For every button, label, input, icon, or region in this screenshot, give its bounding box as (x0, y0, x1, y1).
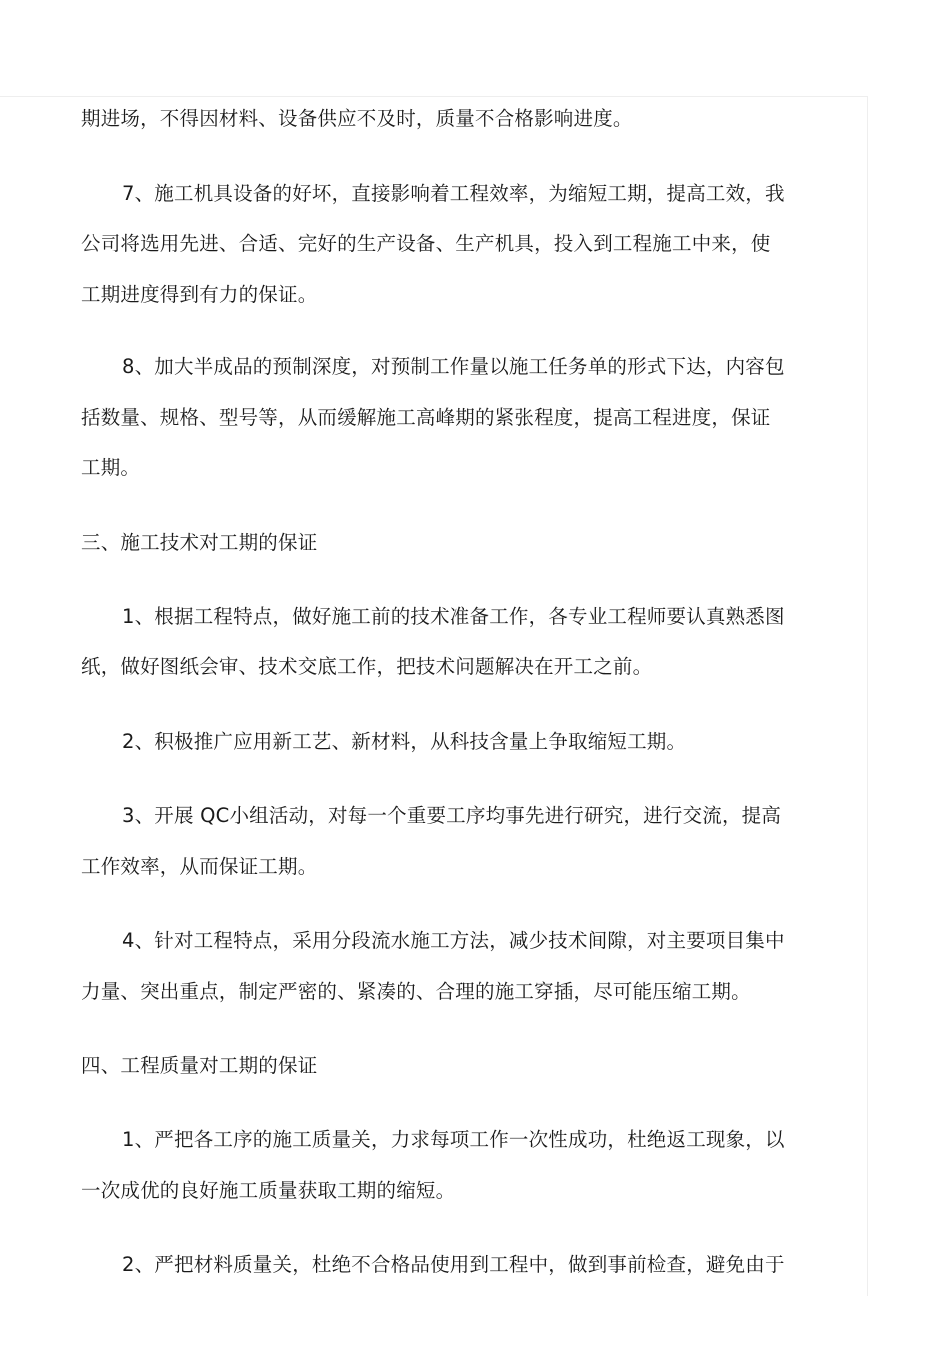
paragraph-line: 1、严把各工序的施工质量关，力求每项工作一次性成功，杜绝返工现象，以 (122, 1128, 785, 1151)
paragraph-line: 期进场，不得因材料、设备供应不及时，质量不合格影响进度。 (81, 107, 633, 130)
paragraph-line: 力量、突出重点，制定严密的、紧凑的、合理的施工穿插，尽可能压缩工期。 (81, 980, 751, 1003)
paragraph-line: 一次成优的良好施工质量获取工期的缩短。 (81, 1179, 456, 1202)
paragraph-line: 工期。 (81, 456, 141, 479)
paragraph-line: 工作效率，从而保证工期。 (81, 855, 318, 878)
section-heading: 三、施工技术对工期的保证 (81, 531, 318, 554)
paragraph-line: 公司将选用先进、合适、完好的生产设备、生产机具，投入到工程施工中来，使 (81, 232, 771, 255)
paragraph-line: 2、严把材料质量关，杜绝不合格品使用到工程中，做到事前检查，避免由于 (122, 1253, 785, 1276)
paragraph-line: 工期进度得到有力的保证。 (81, 283, 318, 306)
section-heading: 四、工程质量对工期的保证 (81, 1054, 318, 1077)
paragraph-line: 3、开展 QC小组活动，对每一个重要工序均事先进行研究，进行交流，提高 (122, 804, 782, 827)
paragraph-line: 8、加大半成品的预制深度，对预制工作量以施工任务单的形式下达，内容包 (122, 355, 785, 378)
paragraph-line: 1、根据工程特点，做好施工前的技术准备工作，各专业工程师要认真熟悉图 (122, 605, 785, 628)
paragraph-line: 7、施工机具设备的好坏，直接影响着工程效率，为缩短工期，提高工效，我 (122, 182, 785, 205)
paragraph-line: 4、针对工程特点，采用分段流水施工方法，减少技术间隙，对主要项目集中 (122, 929, 785, 952)
page-border (0, 96, 868, 1296)
paragraph-line: 纸，做好图纸会审、技术交底工作，把技术问题解决在开工之前。 (81, 655, 653, 678)
paragraph-line: 2、积极推广应用新工艺、新材料，从科技含量上争取缩短工期。 (122, 730, 687, 753)
paragraph-line: 括数量、规格、型号等，从而缓解施工高峰期的紧张程度，提高工程进度，保证 (81, 406, 771, 429)
